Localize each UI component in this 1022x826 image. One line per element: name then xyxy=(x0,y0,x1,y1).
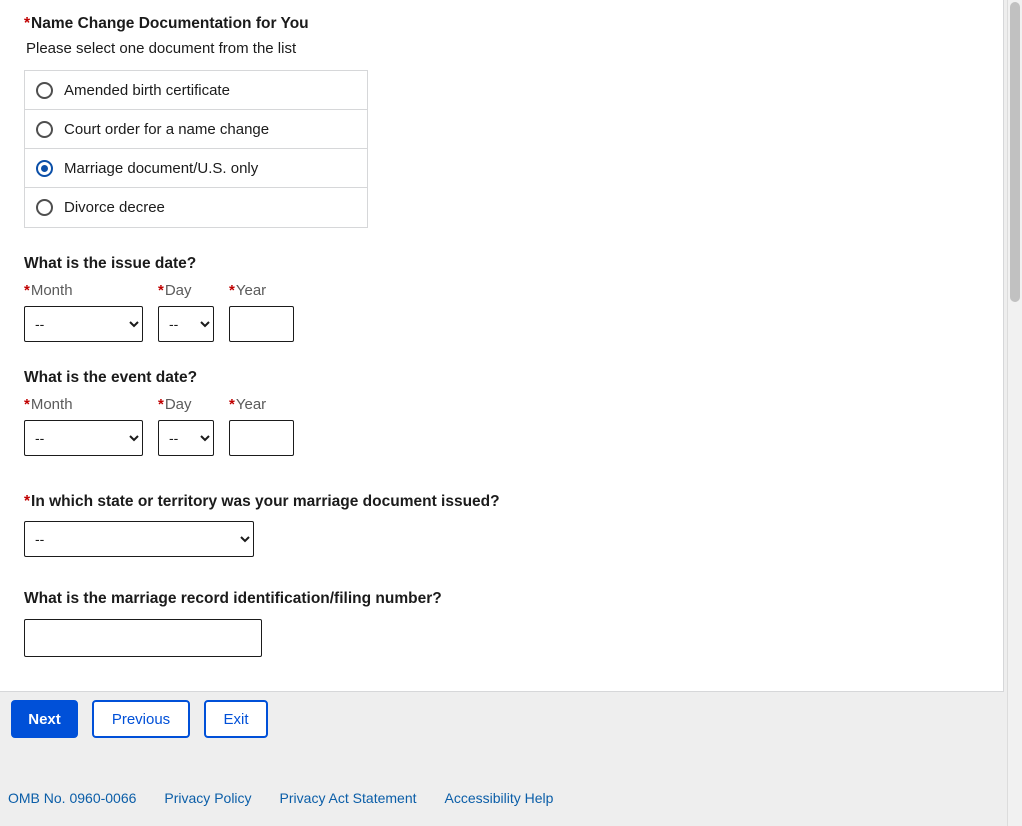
required-marker: * xyxy=(24,493,31,510)
issue-date-fields xyxy=(24,282,979,342)
radio-option-amended-birth-certificate[interactable] xyxy=(25,71,367,110)
issue-year-label-text: Year xyxy=(235,282,267,299)
event-month-label xyxy=(24,396,143,414)
issue-month-label xyxy=(24,282,143,300)
state-question xyxy=(24,492,979,512)
previous-button[interactable]: Previous xyxy=(92,700,190,738)
required-marker: * xyxy=(158,396,164,413)
issue-year-field xyxy=(229,282,294,342)
radio-icon xyxy=(36,82,53,99)
radio-option-marriage-document[interactable] xyxy=(25,149,367,188)
record-question: What is the marriage record identification/filing number? xyxy=(24,590,442,607)
radio-selected-icon xyxy=(36,160,53,177)
issue-date-block xyxy=(24,254,979,342)
issue-month-label-text: Month xyxy=(30,282,73,299)
document-radio-group xyxy=(24,70,368,228)
issue-month-field xyxy=(24,282,143,342)
radio-option-label: Amended birth certificate xyxy=(64,81,230,99)
radio-icon xyxy=(36,199,53,216)
required-marker: * xyxy=(229,396,235,413)
required-marker: * xyxy=(229,282,235,299)
state-select[interactable] xyxy=(24,521,254,557)
required-marker: * xyxy=(158,282,164,299)
issue-day-label xyxy=(158,282,214,300)
exit-button[interactable]: Exit xyxy=(204,700,268,738)
button-bar xyxy=(0,700,1004,738)
event-date-question: What is the event date? xyxy=(24,369,198,386)
event-day-label-text: Day xyxy=(164,396,192,413)
issue-month-select[interactable] xyxy=(24,306,143,342)
event-month-label-text: Month xyxy=(30,396,73,413)
footer-links xyxy=(8,790,581,806)
scrollbar-thumb[interactable] xyxy=(1010,2,1020,302)
event-year-field xyxy=(229,396,294,456)
page-title xyxy=(24,14,979,34)
issue-day-select[interactable] xyxy=(158,306,214,342)
event-day-label xyxy=(158,396,214,414)
footer-link-privacy-policy[interactable]: Privacy Policy xyxy=(164,790,252,806)
record-block xyxy=(24,589,979,657)
event-day-select[interactable] xyxy=(158,420,214,456)
radio-icon xyxy=(36,121,53,138)
event-year-label-text: Year xyxy=(235,396,267,413)
radio-option-divorce-decree[interactable] xyxy=(25,188,367,227)
event-year-input[interactable] xyxy=(229,420,294,456)
state-block xyxy=(24,492,979,557)
radio-option-court-order[interactable] xyxy=(25,110,367,149)
event-month-select[interactable] xyxy=(24,420,143,456)
footer-link-accessibility-help[interactable]: Accessibility Help xyxy=(444,790,554,806)
state-question-text: In which state or territory was your marriage document issued? xyxy=(31,493,500,510)
page-title-text: Name Change Documentation for You xyxy=(31,15,309,32)
issue-year-input[interactable] xyxy=(229,306,294,342)
radio-option-label: Divorce decree xyxy=(64,199,165,216)
required-marker: * xyxy=(24,15,31,32)
issue-day-field xyxy=(158,282,214,342)
event-date-fields xyxy=(24,396,979,456)
required-marker: * xyxy=(24,396,30,413)
record-number-input[interactable] xyxy=(24,619,262,657)
issue-date-question: What is the issue date? xyxy=(24,255,197,272)
issue-day-label-text: Day xyxy=(164,282,192,299)
instruction-text: Please select one document from the list xyxy=(26,40,297,57)
event-year-label xyxy=(229,396,294,414)
event-day-field xyxy=(158,396,214,456)
event-month-field xyxy=(24,396,143,456)
event-date-block xyxy=(24,368,979,456)
radio-option-label: Marriage document/U.S. only xyxy=(64,159,259,177)
footer-link-privacy-act-statement[interactable]: Privacy Act Statement xyxy=(279,790,417,806)
required-marker: * xyxy=(24,282,30,299)
vertical-scrollbar[interactable] xyxy=(1007,0,1022,826)
issue-year-label xyxy=(229,282,294,300)
footer-link-omb[interactable]: OMB No. 0960-0066 xyxy=(8,790,137,806)
radio-option-label: Court order for a name change xyxy=(64,120,270,138)
next-button[interactable]: Next xyxy=(11,700,78,738)
